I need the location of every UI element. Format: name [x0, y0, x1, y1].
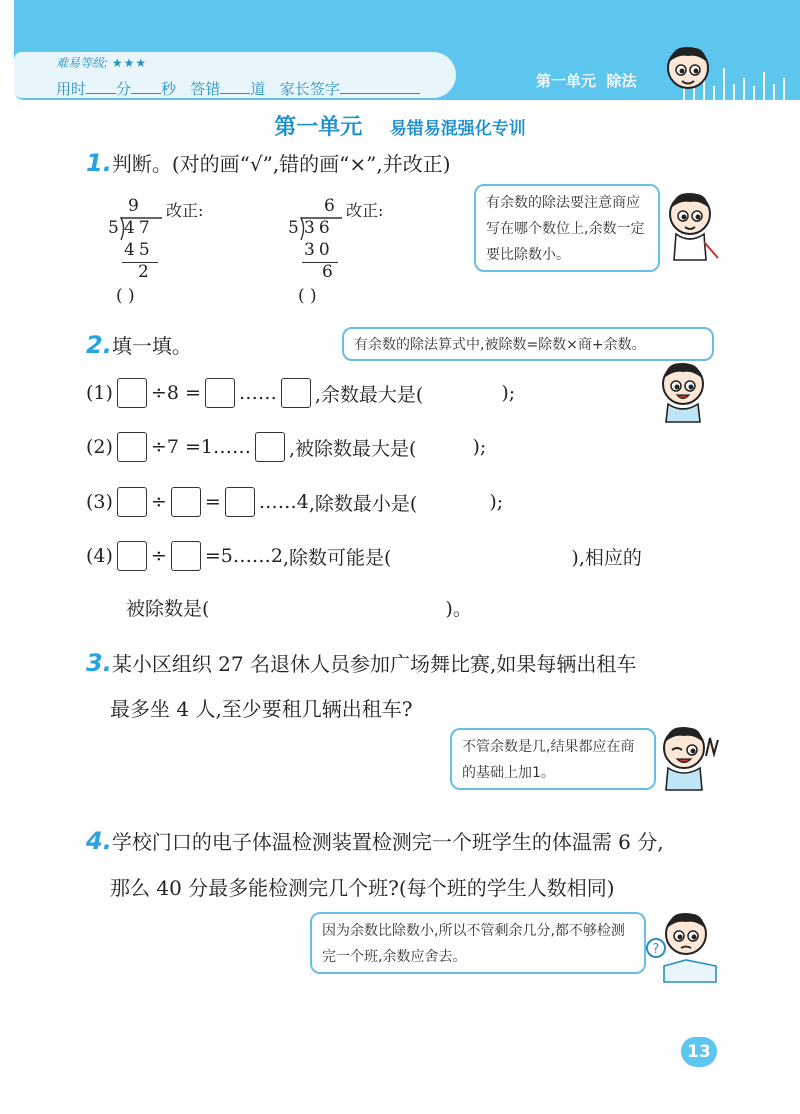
q1b-remainder: 6: [322, 262, 333, 282]
q2-row-4-cont: 被除数是( )。: [126, 598, 472, 620]
q2r4-dividend-box[interactable]: [117, 541, 147, 571]
mascot-happy-icon: [650, 358, 716, 424]
q1a-fix-label: 改正:: [166, 201, 204, 220]
title-topic: 易错易混强化专训: [389, 119, 526, 139]
q4-tip-box: 因为余数比除数小,所以不管剩余几分,都不够检测完一个班,余数应舍去。: [310, 912, 646, 974]
q2-text: 填一填。: [111, 334, 192, 358]
q4-line1: 学校门口的电子体温检测装置检测完一个班学生的体温需 6 分,: [111, 830, 664, 854]
q2r1-quotient-box[interactable]: [205, 378, 235, 408]
mascot-header-icon: [660, 40, 716, 100]
q2-heading: 2.填一填。: [86, 331, 192, 359]
svg-text:?: ?: [652, 942, 660, 957]
title-unit: 第一单元: [274, 115, 363, 140]
q1-text: 判断。(对的画“√”,错的画“×”,并改正): [111, 152, 451, 176]
difficulty: [56, 54, 147, 71]
q3-line2: 最多坐 4 人,至少要租几辆出租车?: [110, 697, 413, 721]
time-record-line: 用时 分 秒 答错 道 家长签字: [56, 78, 420, 99]
q2-row-1: (1) ÷8 = …… ,余数最大是( );: [86, 378, 515, 408]
q1b-fix-label: 改正:: [346, 201, 384, 220]
mascot-question-icon: [646, 906, 720, 984]
q1a-quotient: 9: [128, 196, 139, 216]
q4-line2: 那么 40 分最多能检测完几个班?(每个班的学生人数相同): [110, 876, 615, 900]
page-number: 13: [681, 1037, 717, 1067]
q1a-answer-paren[interactable]: ( ): [116, 286, 135, 306]
q2r3-quotient-box[interactable]: [225, 487, 255, 517]
q2r3-dividend-box[interactable]: [117, 487, 147, 517]
q1a-product: 45: [124, 240, 154, 260]
q2r1-dividend-box[interactable]: [117, 378, 147, 408]
q1b-product: 30: [304, 240, 334, 260]
q1b-dividend: 36: [304, 218, 334, 238]
difficulty-label: 难易等级:: [56, 56, 109, 70]
q1-tip-box: 有余数的除法要注意商应写在哪个数位上,余数一定要比除数小。: [474, 184, 660, 272]
unit-tab: 第一单元 除法: [536, 72, 637, 90]
q3-tip-box: 不管余数是几,结果都应在商的基础上加1。: [450, 728, 656, 790]
q1-division-b: [288, 196, 348, 286]
q2-row-2: (2) ÷7 =1…… ,被除数最大是( );: [86, 432, 486, 462]
q2-tip-box: 有余数的除法算式中,被除数=除数×商+余数。: [342, 327, 714, 361]
q1b-quotient: 6: [324, 196, 335, 216]
q1b-answer-paren[interactable]: ( ): [298, 286, 317, 306]
q2r2-dividend-box[interactable]: [117, 432, 147, 462]
q4-heading: 4.学校门口的电子体温检测装置检测完一个班学生的体温需 6 分,: [86, 827, 664, 855]
page-title: [0, 110, 800, 141]
q2-row-3: (3) ÷ = ……4 ,除数最小是( );: [86, 487, 503, 517]
q1a-divisor: 5: [108, 218, 119, 238]
q1a-dividend: 47: [124, 218, 154, 238]
q3-line1: 某小区组织 27 名退休人员参加广场舞比赛,如果每辆出租车: [111, 652, 637, 676]
q3-heading: 3.某小区组织 27 名退休人员参加广场舞比赛,如果每辆出租车: [86, 649, 637, 677]
q2r4-divisor-box[interactable]: [171, 541, 201, 571]
q2r1-remainder-box[interactable]: [281, 378, 311, 408]
q2-row-4: (4) ÷ =5……2 ,除数可能是( ),相应的: [86, 541, 642, 571]
time-min-blank[interactable]: [86, 79, 116, 94]
q2r3-divisor-box[interactable]: [171, 487, 201, 517]
mascot-pointer-icon: [660, 186, 720, 266]
q1a-remainder: 2: [138, 262, 149, 282]
q1b-divisor: 5: [288, 218, 299, 238]
difficulty-stars: ★★★: [111, 56, 148, 70]
q1-heading: 1.判断。(对的画“√”,错的画“×”,并改正): [86, 149, 451, 177]
q2r2-remainder-box[interactable]: [255, 432, 285, 462]
wrong-count-blank[interactable]: [220, 79, 250, 94]
parent-signature-blank[interactable]: [340, 79, 420, 94]
mascot-wink-icon: [654, 720, 720, 792]
time-sec-blank[interactable]: [131, 79, 161, 94]
q1-division-a: [108, 196, 168, 286]
